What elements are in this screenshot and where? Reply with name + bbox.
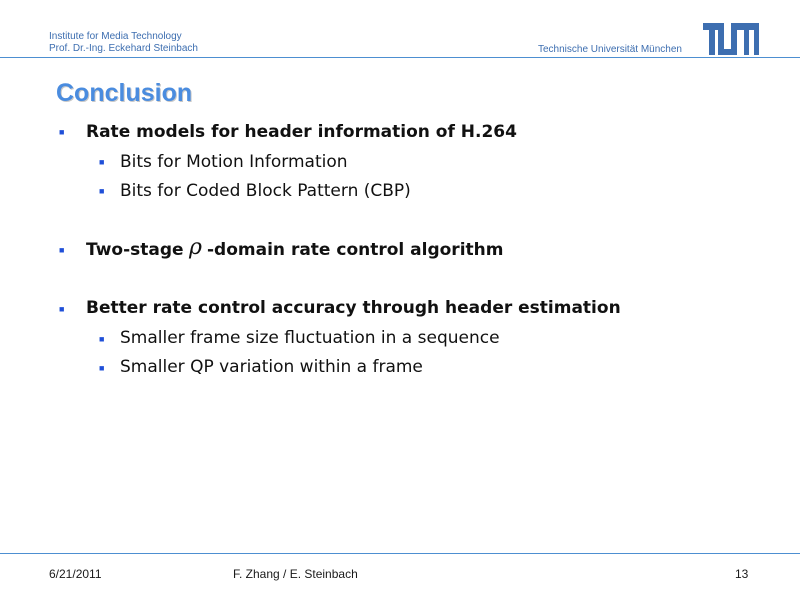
- sub-bullet-marker: ■: [99, 334, 105, 344]
- bullet-rate-models: Rate models for header information of H.264: [86, 122, 517, 142]
- sub-bullet-marker: ■: [99, 157, 105, 167]
- footer-authors: F. Zhang / E. Steinbach: [233, 567, 358, 581]
- bullet-two-stage-suffix: -domain rate control algorithm: [207, 240, 504, 260]
- sub-bullet-marker: ■: [99, 186, 105, 196]
- rho-symbol: ρ: [189, 235, 202, 260]
- sub-bullet-qp-variation: Smaller QP variation within a frame: [120, 357, 423, 377]
- page-number: 13: [735, 567, 749, 581]
- bullet-header-estimation: Better rate control accuracy through header estimation: [86, 298, 621, 318]
- sub-bullet-frame-size: Smaller frame size fluctuation in a sequence: [120, 328, 500, 348]
- slide-title: Conclusion: [56, 79, 193, 107]
- sub-bullet-cbp-bits: Bits for Coded Block Pattern (CBP): [120, 181, 411, 201]
- header-divider: [0, 57, 800, 58]
- institute-name: Institute for Media Technology: [49, 31, 182, 42]
- footer-date: 6/21/2011: [49, 567, 102, 581]
- sub-bullet-motion-bits: Bits for Motion Information: [120, 152, 348, 172]
- sub-bullet-marker: ■: [99, 363, 105, 373]
- professor-name: Prof. Dr.-Ing. Eckehard Steinbach: [49, 43, 198, 54]
- tum-logo: [703, 23, 759, 55]
- bullet-two-stage-prefix: Two-stage: [86, 240, 184, 260]
- bullet-marker: ■: [59, 127, 65, 137]
- bullet-marker: ■: [59, 245, 65, 255]
- bullet-marker: ■: [59, 304, 65, 314]
- university-name: Technische Universität München: [538, 44, 682, 55]
- footer-divider: [0, 553, 800, 554]
